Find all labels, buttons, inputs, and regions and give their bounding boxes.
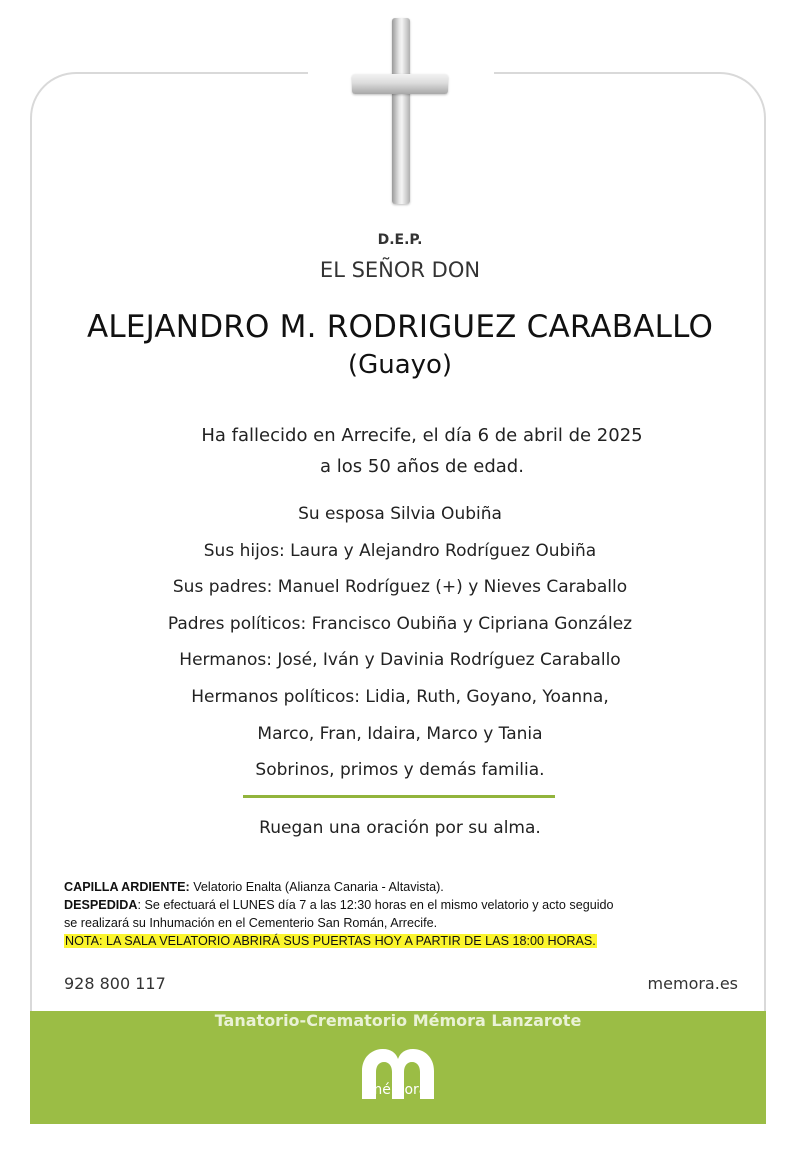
family-line: Hermanos: José, Iván y Davinia Rodríguez Caraballo — [179, 650, 621, 671]
capilla-row — [64, 878, 744, 896]
nota-row — [64, 932, 744, 950]
despedida-label: DESPEDIDA — [64, 898, 138, 912]
despedida-text: : Se efectuará el LUNES día 7 a las 12:30 horas en el mismo velatorio y acto seguido — [137, 898, 614, 912]
prayer-text: Ruegan una oración por su alma. — [259, 818, 541, 838]
family-line: Sus padres: Manuel Rodríguez (+) y Nieves Caraballo — [172, 577, 628, 598]
footer-band — [30, 1011, 766, 1124]
deceased-name: ALEJANDRO M. RODRIGUEZ CARABALLO — [86, 309, 714, 345]
dep-label: D.E.P. — [377, 232, 423, 248]
cross-icon — [352, 18, 448, 204]
nota-highlight: NOTA: LA SALA VELATORIO ABRIRÁ SUS PUERTAS HOY A PARTIR DE LAS 18:00 HORAS. — [65, 934, 596, 948]
family-line: Padres políticos: Francisco Oubiña y Cipriana González — [167, 613, 633, 634]
family-list — [0, 500, 800, 793]
website-link[interactable]: memora.es — [647, 974, 738, 993]
despedida-row-continued: se realizará su Inhumación en el Cementerio San Román, Arrecife. — [64, 916, 438, 930]
family-line: Marco, Fran, Idaira, Marco y Tania — [257, 723, 543, 744]
capilla-label: CAPILLA ARDIENTE: — [64, 880, 190, 894]
phone-number: 928 800 117 — [64, 974, 166, 993]
footer-title: Tanatorio-Crematorio Mémora Lanzarote — [214, 1011, 582, 1030]
family-line: Sobrinos, primos y demás familia. — [255, 760, 545, 781]
family-line: Hermanos políticos: Lidia, Ruth, Goyano, Yoanna, — [191, 686, 609, 707]
despedida-row — [64, 896, 744, 914]
deceased-nickname: (Guayo) — [347, 350, 453, 380]
green-divider — [243, 795, 555, 798]
death-age: a los 50 años de edad. — [320, 456, 524, 477]
title-line: EL SEÑOR DON — [319, 258, 481, 282]
family-line: Su esposa Silvia Oubiña — [298, 504, 502, 524]
death-place-date: Ha fallecido en Arrecife, el día 6 de abril de 2025 — [201, 425, 643, 446]
family-line: Sus hijos: Laura y Alejandro Rodríguez Oubiña — [203, 540, 597, 561]
logo-wordmark: mémora — [368, 1082, 428, 1098]
capilla-text: Velatorio Enalta (Alianza Canaria - Altavista). — [189, 880, 444, 894]
service-details — [64, 878, 744, 950]
